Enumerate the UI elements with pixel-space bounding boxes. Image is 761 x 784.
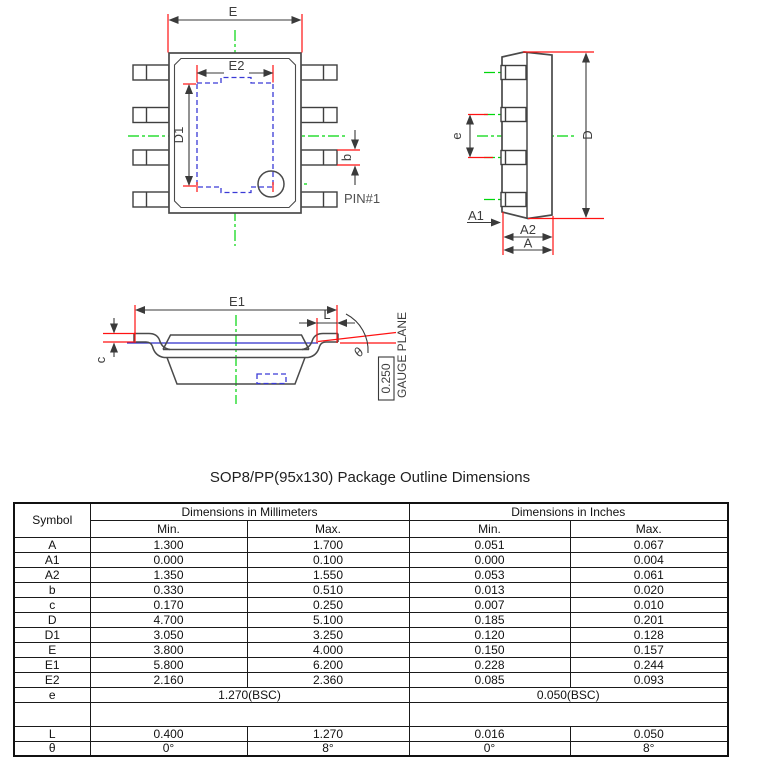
front-view-drawing xyxy=(93,294,409,404)
value-cell: 0.120 xyxy=(409,627,570,642)
symbol-cell xyxy=(14,702,90,726)
symbol-cell: D xyxy=(14,612,90,627)
value-cell: 0.067 xyxy=(570,537,728,552)
value-cell: 0.100 xyxy=(247,552,409,567)
header-mm-max: Max. xyxy=(247,520,409,537)
side-view-drawing xyxy=(449,52,604,255)
symbol-cell: b xyxy=(14,582,90,597)
value-cell: 3.800 xyxy=(90,642,247,657)
symbol-cell: e xyxy=(14,687,90,702)
value-cell: 0.000 xyxy=(90,552,247,567)
page-title: SOP8/PP(95x130) Package Outline Dimensions xyxy=(209,469,531,486)
value-cell: 3.250 xyxy=(247,627,409,642)
table-row-L xyxy=(14,726,728,741)
value-cell: 5.100 xyxy=(247,612,409,627)
table-row-D xyxy=(14,612,728,627)
value-cell: 1.550 xyxy=(247,567,409,582)
table-row-b xyxy=(14,582,728,597)
dim-label-theta: θ xyxy=(350,344,367,360)
pad-hidden-outline xyxy=(257,374,286,384)
value-cell: 8° xyxy=(247,741,409,756)
value-cell: 0.013 xyxy=(409,582,570,597)
value-cell: 4.000 xyxy=(247,642,409,657)
dimensions-table xyxy=(13,502,729,757)
dim-label-D1: D1 xyxy=(171,126,186,144)
header-symbol: Symbol xyxy=(14,503,90,537)
dim-label-D: D xyxy=(580,130,595,140)
symbol-cell: E xyxy=(14,642,90,657)
dim-label-b: b xyxy=(339,153,354,162)
top-view-drawing xyxy=(128,4,380,246)
value-cell-span xyxy=(409,702,728,726)
header-group-mm: Dimensions in Millimeters xyxy=(90,503,409,520)
value-cell: 0.093 xyxy=(570,672,728,687)
value-cell: 0.053 xyxy=(409,567,570,582)
value-cell: 0.250 xyxy=(247,597,409,612)
gauge-plane-text: GAUGE PLANE xyxy=(395,311,409,399)
table-row-e-pitch xyxy=(14,687,728,702)
symbol-cell: E1 xyxy=(14,657,90,672)
value-cell-span xyxy=(90,702,409,726)
value-cell: 0° xyxy=(90,741,247,756)
table-row-D1 xyxy=(14,627,728,642)
dim-label-A: A xyxy=(523,235,533,251)
table-row-A1 xyxy=(14,552,728,567)
dim-label-A2: A2 xyxy=(520,222,536,237)
symbol-cell: c xyxy=(14,597,90,612)
value-cell: 3.050 xyxy=(90,627,247,642)
value-cell: 1.300 xyxy=(90,537,247,552)
table-row-empty xyxy=(14,702,728,726)
symbol-cell: A xyxy=(14,537,90,552)
dim-label-c: c xyxy=(93,356,108,364)
value-cell: 0.010 xyxy=(570,597,728,612)
value-cell: 1.350 xyxy=(90,567,247,582)
header-in-max: Max. xyxy=(570,520,728,537)
dim-label-E: E xyxy=(228,4,238,19)
value-cell: 0.128 xyxy=(570,627,728,642)
value-cell: 0.085 xyxy=(409,672,570,687)
table-row-E1 xyxy=(14,657,728,672)
value-cell: 0.510 xyxy=(247,582,409,597)
value-cell: 8° xyxy=(570,741,728,756)
symbol-cell: D1 xyxy=(14,627,90,642)
symbol-cell: E2 xyxy=(14,672,90,687)
gauge-value-text: 0.250 xyxy=(379,363,393,394)
value-cell: 2.160 xyxy=(90,672,247,687)
value-cell: 0.020 xyxy=(570,582,728,597)
table-row-theta xyxy=(14,741,728,756)
value-cell: 0.007 xyxy=(409,597,570,612)
value-cell: 6.200 xyxy=(247,657,409,672)
dim-label-L: L xyxy=(323,307,331,322)
value-cell: 4.700 xyxy=(90,612,247,627)
symbol-cell: A2 xyxy=(14,567,90,582)
value-cell-span: 1.270(BSC) xyxy=(90,687,409,702)
header-group-inches: Dimensions in Inches xyxy=(409,503,728,520)
dim-label-e: e xyxy=(449,132,464,140)
value-cell: 0.330 xyxy=(90,582,247,597)
symbol-cell: θ xyxy=(14,741,90,756)
value-cell: 0.016 xyxy=(409,726,570,741)
header-mm-min: Min. xyxy=(90,520,247,537)
header-in-min: Min. xyxy=(409,520,570,537)
dim-label-A1: A1 xyxy=(468,208,484,223)
value-cell: 0.400 xyxy=(90,726,247,741)
symbol-cell: A1 xyxy=(14,552,90,567)
value-cell: 0.061 xyxy=(570,567,728,582)
value-cell: 1.700 xyxy=(247,537,409,552)
pin1-label: PIN#1 xyxy=(344,191,381,206)
table-row-E2 xyxy=(14,672,728,687)
value-cell: 0.185 xyxy=(409,612,570,627)
table-row-A xyxy=(14,537,728,552)
value-cell: 0.004 xyxy=(570,552,728,567)
value-cell: 0.000 xyxy=(409,552,570,567)
table-row-E xyxy=(14,642,728,657)
value-cell: 0° xyxy=(409,741,570,756)
value-cell: 0.201 xyxy=(570,612,728,627)
value-cell: 0.244 xyxy=(570,657,728,672)
symbol-cell: L xyxy=(14,726,90,741)
value-cell: 0.228 xyxy=(409,657,570,672)
value-cell: 0.051 xyxy=(409,537,570,552)
value-cell: 0.170 xyxy=(90,597,247,612)
value-cell: 2.360 xyxy=(247,672,409,687)
value-cell: 1.270 xyxy=(247,726,409,741)
value-cell: 5.800 xyxy=(90,657,247,672)
value-cell-span: 0.050(BSC) xyxy=(409,687,728,702)
value-cell: 0.050 xyxy=(570,726,728,741)
value-cell: 0.157 xyxy=(570,642,728,657)
dim-label-E2: E2 xyxy=(228,58,245,73)
value-cell: 0.150 xyxy=(409,642,570,657)
table-row-A2 xyxy=(14,567,728,582)
dim-label-E1: E1 xyxy=(229,294,245,309)
table-row-c xyxy=(14,597,728,612)
